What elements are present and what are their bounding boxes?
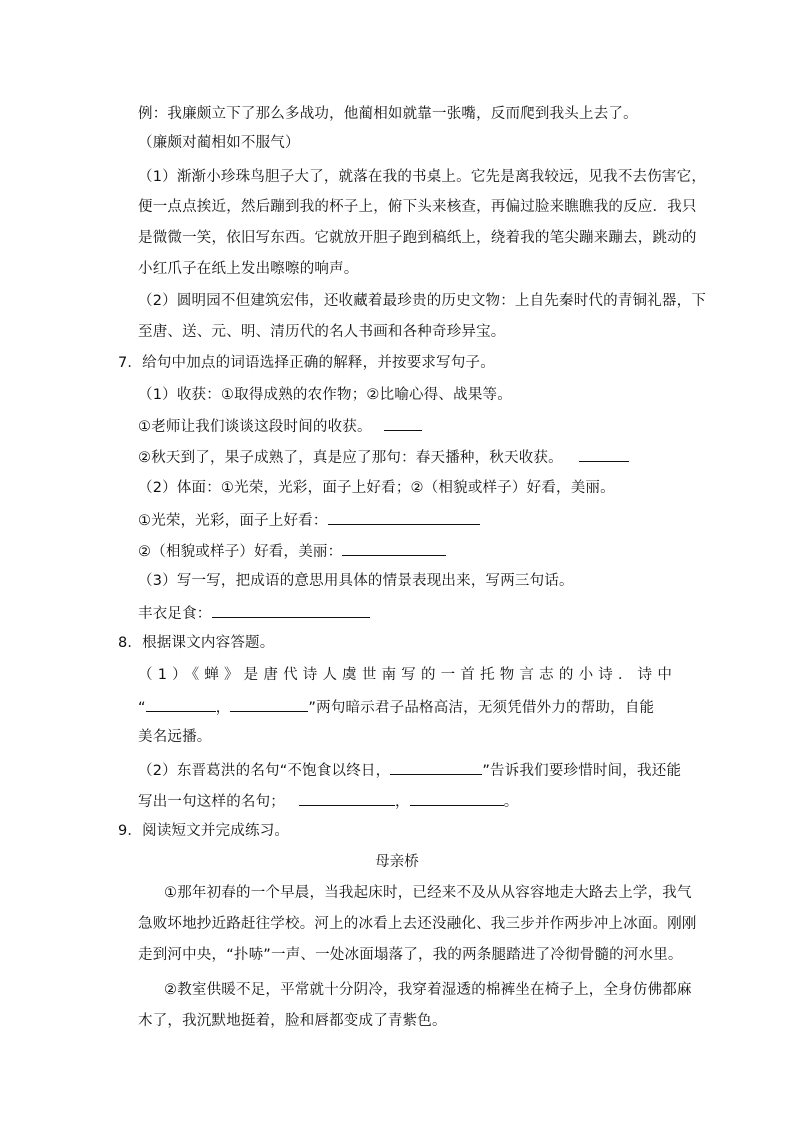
q8-2-line-2	[138, 790, 518, 812]
q6-2-line-1: （2）圆明园不但建筑宏伟，还收藏着最珍贵的历史文物：上自先秦时代的青铜礼器，下	[138, 293, 707, 309]
q6-1-line-2: 便一点点挨近，然后蹦到我的杯子上，俯下头来核查，再偏过脸来瞧瞧我的反应．我只	[138, 199, 697, 215]
q7-2-sentence-1	[138, 509, 480, 531]
q7-3-idiom-text: 丰衣足食：	[138, 606, 212, 622]
period: 。	[503, 794, 519, 810]
q9-heading: 9．阅读短文并完成练习。	[118, 823, 290, 839]
quote-open: “	[138, 700, 146, 716]
passage-p1-line-3: 走到河中央，“扑哧”一声、一处冰面塌落了，我的两条腿踏进了冷彻骨髓的河水里。	[138, 947, 683, 963]
example-line-2: （廉颇对蔺相如不服气）	[138, 135, 300, 151]
answer-blank[interactable]	[230, 696, 308, 712]
answer-blank[interactable]	[579, 446, 629, 462]
q7-2-sentence-2	[138, 540, 446, 562]
answer-blank[interactable]	[146, 696, 216, 712]
q7-1-sentence-2-text: ②秋天到了，果子成熟了，真是应了那句：春天播种，秋天收获。	[138, 450, 563, 466]
q8-heading: 8．根据课文内容答题。	[118, 635, 275, 651]
q8-2-line-1	[138, 759, 681, 781]
comma: ，	[395, 794, 410, 810]
answer-blank[interactable]	[342, 540, 446, 556]
q8-1-line-2	[138, 696, 654, 718]
passage-p1-line-2: 急败坏地抄近路赶往学校。河上的冰看上去还没融化、我三步并作两步冲上冰面。刚刚	[138, 916, 697, 932]
comma: ，	[215, 700, 231, 716]
q7-1-sentence-2	[138, 446, 629, 468]
passage-title: 母亲桥	[375, 854, 419, 870]
answer-blank[interactable]	[390, 759, 482, 775]
q7-2-sentence-2-text: ②（相貌或样子）好看，美丽：	[138, 544, 343, 560]
passage-p2-line-1: ②教室供暖不足，平常就十分阴冷，我穿着湿透的棉裤坐在椅子上，全身仿佛都麻	[164, 982, 692, 998]
q8-1-line-2-text: ”两句暗示君子品格高洁，无须凭借外力的帮助，自能	[308, 700, 655, 716]
example-line-1: 例：我廉颇立下了那么多战功，他蔺相如就靠一张嘴，反而爬到我头上去了。	[138, 106, 638, 122]
answer-blank[interactable]	[328, 509, 480, 525]
passage-p2-line-2: 木了，我沉默地挺着，脸和唇都变成了青紫色。	[138, 1013, 447, 1029]
q6-1-line-3: 是微微一笑，依旧写东西。它就放开胆子跑到稿纸上，绕着我的笔尖蹦来蹦去，跳动的	[138, 230, 697, 246]
passage-p1-line-1: ①那年初春的一个早晨，当我起床时，已经来不及从从容容地走大路去上学，我气	[164, 885, 692, 901]
q7-heading: 7．给句中加点的词语选择正确的解释，并按要求写句子。	[118, 355, 495, 371]
q7-2-sentence-1-text: ①光荣，光彩，面子上好看：	[138, 513, 328, 529]
q7-1-sentence-1-text: ①老师让我们谈谈这段时间的收获。	[138, 419, 372, 435]
q8-2-line-1-tail: ”告诉我们要珍惜时间，我还能	[482, 763, 682, 779]
q7-1-definition: （1）收获：①取得成熟的农作物；②比喻心得、战果等。	[138, 387, 512, 403]
q8-1-line-1: （1）《蝉》是唐代诗人虞世南写的一首托物言志的小诗．诗中	[138, 667, 678, 683]
q6-1-line-4: 小红爪子在纸上发出嚓嚓的响声。	[138, 261, 359, 277]
q8-2-line-2-text: 写出一句这样的名句；	[138, 794, 285, 810]
answer-blank[interactable]	[410, 790, 504, 806]
q6-1-line-1: （1）渐渐小珍珠鸟胆子大了，就落在我的书桌上。它先是离我较远，见我不去伤害它，	[138, 169, 707, 185]
q8-2-line-1-text: （2）东晋葛洪的名句“不饱食以终日，	[138, 763, 391, 779]
q7-1-sentence-1	[138, 415, 422, 437]
answer-blank[interactable]	[212, 602, 370, 618]
answer-blank[interactable]	[299, 790, 395, 806]
q7-3-idiom	[138, 602, 370, 624]
q7-2-definition: （2）体面：①光荣，光彩，面子上好看；②（相貌或样子）好看，美丽。	[138, 480, 615, 496]
q6-2-line-2: 至唐、送、元、明、清历代的名人书画和各种奇珍异宝。	[138, 324, 506, 340]
q8-1-line-3: 美名远播。	[138, 729, 212, 745]
q7-3-prompt: （3）写一写，把成语的意思用具体的情景表现出来，写两三句话。	[138, 573, 574, 589]
answer-blank[interactable]	[384, 415, 422, 431]
